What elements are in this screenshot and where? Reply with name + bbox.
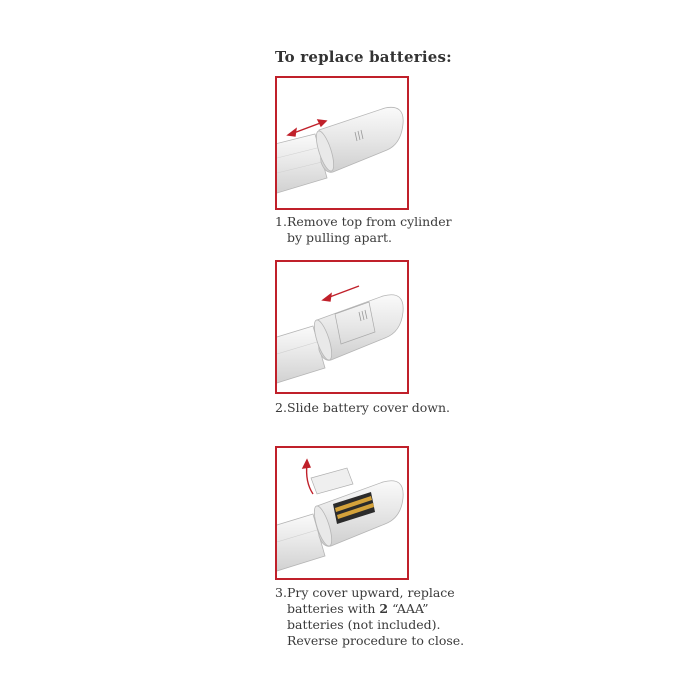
step-1-caption <box>275 214 452 246</box>
step-2-line-1: Slide battery cover down. <box>287 400 451 415</box>
arrow-left-icon <box>323 286 359 301</box>
step-1-number: 1. <box>275 214 287 229</box>
step-2-illustration <box>275 260 409 394</box>
instructions-title: To replace batteries: <box>275 48 452 66</box>
battery-quantity: 2 <box>379 601 389 616</box>
replace-batteries-diagram <box>277 448 407 578</box>
step-3-line-1: Pry cover upward, replace <box>287 585 455 600</box>
battery-type: “AAA” <box>388 601 429 616</box>
step-1-line-1: Remove top from cylinder <box>287 214 452 229</box>
step-1-line-2: by pulling apart. <box>287 230 392 245</box>
step-1-illustration <box>275 76 409 210</box>
battery-cover-lifted <box>311 468 353 494</box>
step-3-line-3: batteries (not included). <box>287 617 441 632</box>
step-3-line-2a: batteries with <box>287 601 380 616</box>
cylinder-pull-apart-diagram <box>277 78 407 208</box>
step-3-illustration <box>275 446 409 580</box>
step-2-caption <box>275 400 450 416</box>
step-3-caption <box>275 585 464 649</box>
step-3-number: 3. <box>275 585 287 600</box>
step-2-number: 2. <box>275 400 287 415</box>
step-3-line-4: Reverse procedure to close. <box>287 633 465 648</box>
arrow-up-icon <box>303 460 313 494</box>
slide-cover-diagram <box>277 262 407 392</box>
